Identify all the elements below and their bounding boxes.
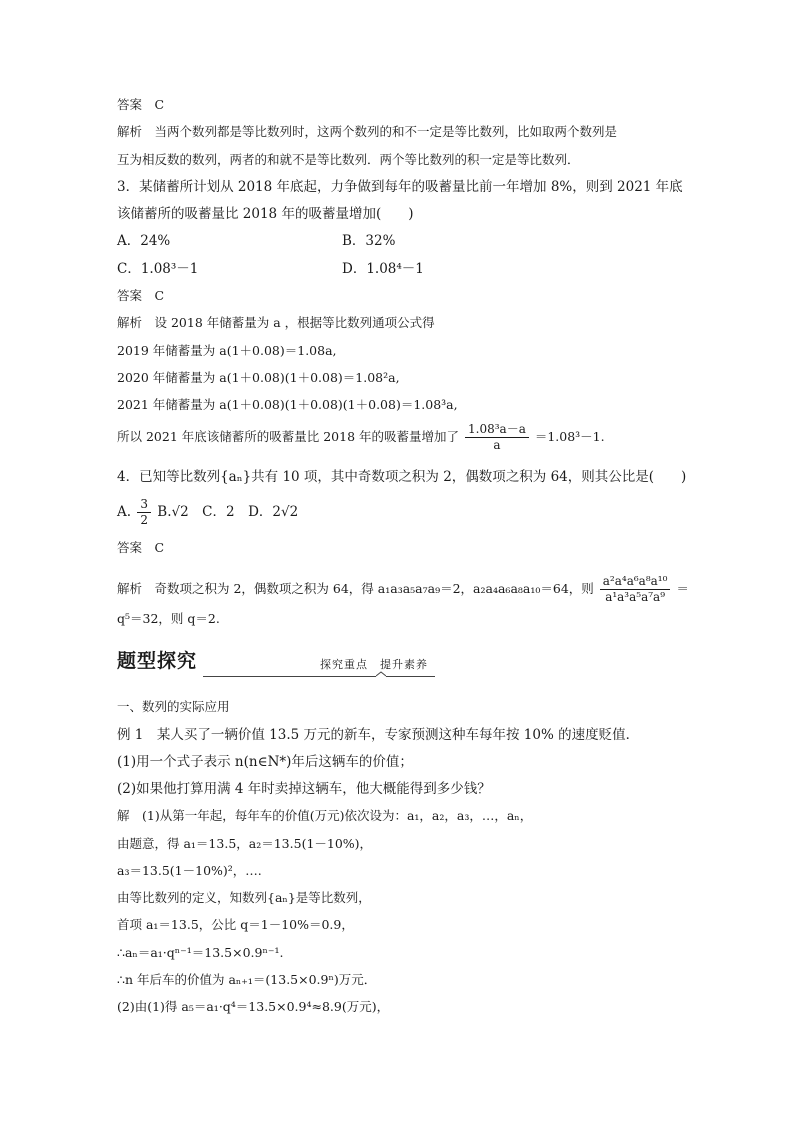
solution-line-1: 解 (1)从第一年起，每年车的价值(万元)依次设为：a₁，a₂，a₃，…，aₙ， — [117, 808, 533, 823]
q3-analysis-2020: 2020 年储蓄量为 a(1＋0.08)(1＋0.08)＝1.08²a, — [117, 370, 400, 385]
q3-option-d: D．1.08⁴－1 — [342, 261, 424, 277]
q3-conclusion-fraction — [465, 422, 529, 453]
solution-line-4: 由等比数列的定义，知数列{aₙ}是等比数列， — [117, 890, 371, 905]
q4-analysis-denominator: a¹a³a⁵a⁷a⁹ — [605, 590, 666, 604]
solution-line-6: ∴aₙ＝a₁·qⁿ⁻¹＝13.5×0.9ⁿ⁻¹. — [117, 945, 284, 960]
q4-analysis-fraction — [600, 574, 671, 605]
q4-analysis-equals: ＝ — [676, 581, 689, 596]
solution-line-3: a₃＝13.5(1－10%)²，…. — [117, 863, 262, 878]
q2-analysis-line-2: 互为相反数的数列，两者的和就不是等比数列．两个等比数列的积一定是等比数列． — [117, 152, 580, 167]
q4-answer: 答案 C — [117, 540, 165, 555]
solution-line-8: (2)由(1)得 a₅＝a₁·q⁴＝13.5×0.9⁴≈8.9(万元)， — [117, 999, 390, 1014]
q4-option-a-label: A. — [117, 504, 132, 520]
q4-analysis-numerator: a²a⁴a⁶a⁸a¹⁰ — [600, 574, 671, 590]
q2-answer: 答案 C — [117, 97, 165, 112]
solution-line-7: ∴n 年后车的价值为 aₙ₊₁＝(13.5×0.9ⁿ)万元． — [117, 972, 377, 987]
solution-line-2: 由题意，得 a₁＝13.5，a₂＝13.5(1－10%)， — [117, 836, 373, 851]
q4-stem: 4．已知等比数列{aₙ}共有 10 项，其中奇数项之积为 2，偶数项之积为 64，则其公比是( ) — [117, 469, 687, 485]
q3-stem-line-1: 3．某储蓄所计划从 2018 年底起，力争做到每年的吸蓄量比前一年增加 8%，则到 2021 年底 — [117, 179, 683, 195]
q3-fraction-numerator: 1.08³a－a — [465, 422, 529, 438]
example-1-stem: 例 1 某人买了一辆价值 13.5 万元的新车，专家预测这种车每年按 10% 的速度贬值． — [117, 727, 640, 743]
q4-analysis-line-2: q⁵＝32，则 q＝2. — [117, 611, 220, 626]
q4-option-a-fraction — [137, 497, 151, 528]
q3-analysis-2021: 2021 年储蓄量为 a(1＋0.08)(1＋0.08)(1＋0.08)＝1.08³a, — [117, 397, 458, 412]
q3-option-c: C．1.08³－1 — [117, 261, 199, 277]
q3-analysis-2019: 2019 年储蓄量为 a(1＋0.08)＝1.08a, — [117, 343, 337, 358]
q4-analysis-text: 解析 奇数项之积为 2，偶数项之积为 64，得 a₁a₃a₅a₇a₉＝2，a₂a₄a₆a₈a₁₀＝64，则 — [117, 581, 594, 596]
q4-option-a-denominator: 2 — [140, 513, 148, 527]
q4-options-rest: B.√2 C．2 D．2√2 — [157, 504, 299, 520]
section-rule-left — [203, 676, 376, 677]
part1-heading: 一、数列的实际应用 — [117, 699, 230, 714]
q3-answer: 答案 C — [117, 288, 165, 303]
q2-analysis-line-1: 解析 当两个数列都是等比数列时，这两个数列的和不一定是等比数列，比如取两个数列是 — [117, 124, 618, 139]
section-title-text: 题型探究 — [117, 650, 198, 672]
q3-fraction-denominator: a — [493, 438, 501, 452]
q4-options — [117, 497, 298, 528]
example-1-sub-2: (2)如果他打算用满 4 年时卖掉这辆车，他大概能得到多少钱？ — [117, 781, 491, 797]
q3-option-b: B．32% — [342, 233, 396, 249]
solution-line-5: 首项 a₁＝13.5，公比 q＝1－10%＝0.9， — [117, 917, 354, 932]
q3-analysis-line-1: 解析 设 2018 年储蓄量为 a ，根据等比数列通项公式得 — [117, 315, 435, 330]
example-1-sub-1: (1)用一个式子表示 n(n∈N*)年后这辆车的价值； — [117, 754, 413, 770]
section-title — [117, 648, 203, 674]
q3-option-a: A．24% — [117, 233, 171, 249]
q3-conclusion-prefix: 所以 2021 年底该储蓄所的吸蓄量比 2018 年的吸蓄量增加了 — [117, 429, 460, 444]
q4-option-a-numerator: 3 — [137, 497, 151, 513]
q3-conclusion — [117, 422, 605, 453]
q3-conclusion-suffix: ＝1.08³－1. — [534, 429, 605, 444]
q4-analysis-line-1 — [117, 574, 689, 605]
section-rule-right — [386, 676, 435, 677]
section-tag: 探究重点 提升素养 — [320, 658, 428, 671]
q3-stem-line-2: 该储蓄所的吸蓄量比 2018 年的吸蓄量增加( ) — [117, 206, 414, 222]
